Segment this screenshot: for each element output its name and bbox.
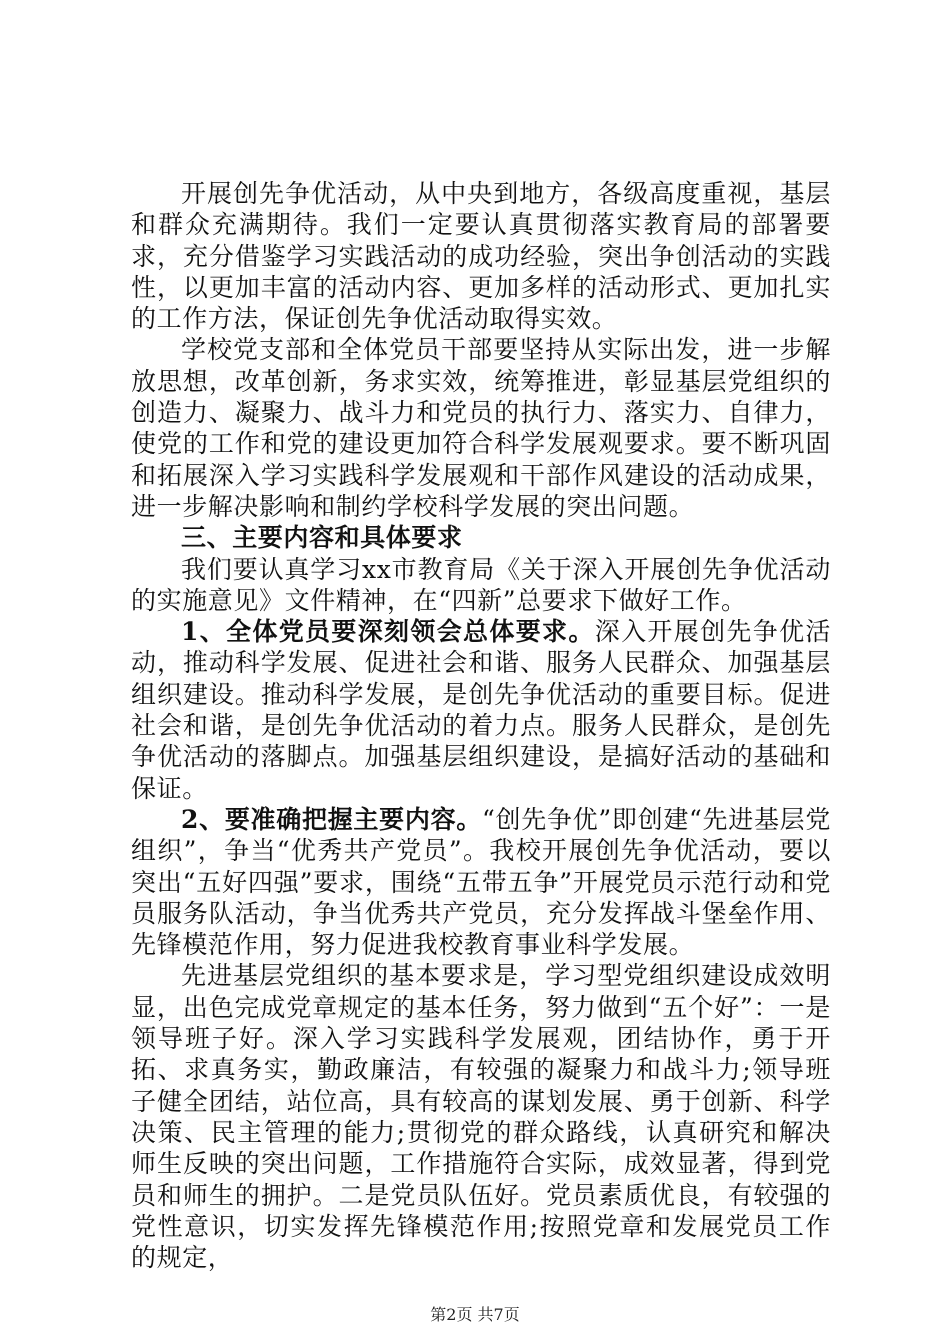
paragraph: [131, 334, 831, 522]
page-number-label: 第2页 共7页: [430, 1305, 520, 1324]
section-heading: [131, 522, 831, 553]
paragraph-text: 先进基层党组织的基本要求是，学习型党组织建设成效明显，出色完成党章规定的基本任务，努力做到“五个好”：一是领导班子好。深入学习实践科学发展观，团结协作，勇于开拓、求真务实，勤政廉洁，有较强的凝聚力和战斗力;领导班子健全团结，站位高，具有较高的谋划发展、勇于创新、科学决策、民主管理的能力;贯彻党的群众路线，认真研究和解决师生反映的突出问题，工作措施符合实际，成效显著，得到党员和师生的拥护。二是党员队伍好。党员素质优良，有较强的党性意识，切实发挥先锋模范作用;按照党章和发展党员工作的规定，: [131, 961, 831, 1273]
paragraph-text: 我们要认真学习xx市教育局《关于深入开展创先争优活动的实施意见》文件精神，在“四新”总要求下做好工作。: [131, 554, 831, 615]
paragraph-text: 学校党支部和全体党员干部要坚持从实际出发，进一步解放思想，改革创新，务求实效，统筹推进，彰显基层党组织的创造力、凝聚力、战斗力和党员的执行力、落实力、自律力，使党的工作和党的建设更加符合科学发展观要求。要不断巩固和拓展深入学习实践科学发展观和干部作风建设的活动成果，进一步解决影响和制约学校科学发展的突出问题。: [131, 335, 831, 521]
section-heading-text: 三、主要内容和具体要求: [181, 523, 463, 553]
paragraph-lead: 2、要准确把握主要内容。: [181, 804, 483, 834]
paragraph-text: 开展创先争优活动，从中央到地方，各级高度重视，基层和群众充满期待。我们一定要认真贯彻落实教育局的部署要求，充分借鉴学习实践活动的成功经验，突出争创活动的实践性，以更加丰富的活动内容、更加多样的活动形式、更加扎实的工作方法，保证创先争优活动取得实效。: [131, 179, 831, 334]
paragraph-text: 深入开展创先争优活动，推动科学发展、促进社会和谐、服务人民群众、加强基层组织建设。推动科学发展，是创先争优活动的重要目标。促进社会和谐，是创先争优活动的着力点。服务人民群众，是创先争优活动的落脚点。加强基层组织建设，是搞好活动的基础和保证。: [131, 617, 831, 803]
paragraph-text: “创先争优”即创建“先进基层党组织”，争当“优秀共产党员”。我校开展创先争优活动，要以突出“五好四强”要求，围绕“五带五争”开展党员示范行动和党员服务队活动，争当优秀共产党员，充分发挥战斗堡垒作用、先锋模范作用，努力促进我校教育事业科学发展。: [131, 804, 831, 960]
paragraph: [131, 804, 831, 960]
paragraph: [131, 616, 831, 804]
paragraph: [131, 554, 831, 617]
paragraph: [131, 960, 831, 1273]
page-footer: [0, 1302, 950, 1325]
paragraph-lead: 1、全体党员要深刻领会总体要求。: [181, 617, 595, 647]
document-body: [131, 178, 831, 1273]
paragraph: [131, 178, 831, 334]
